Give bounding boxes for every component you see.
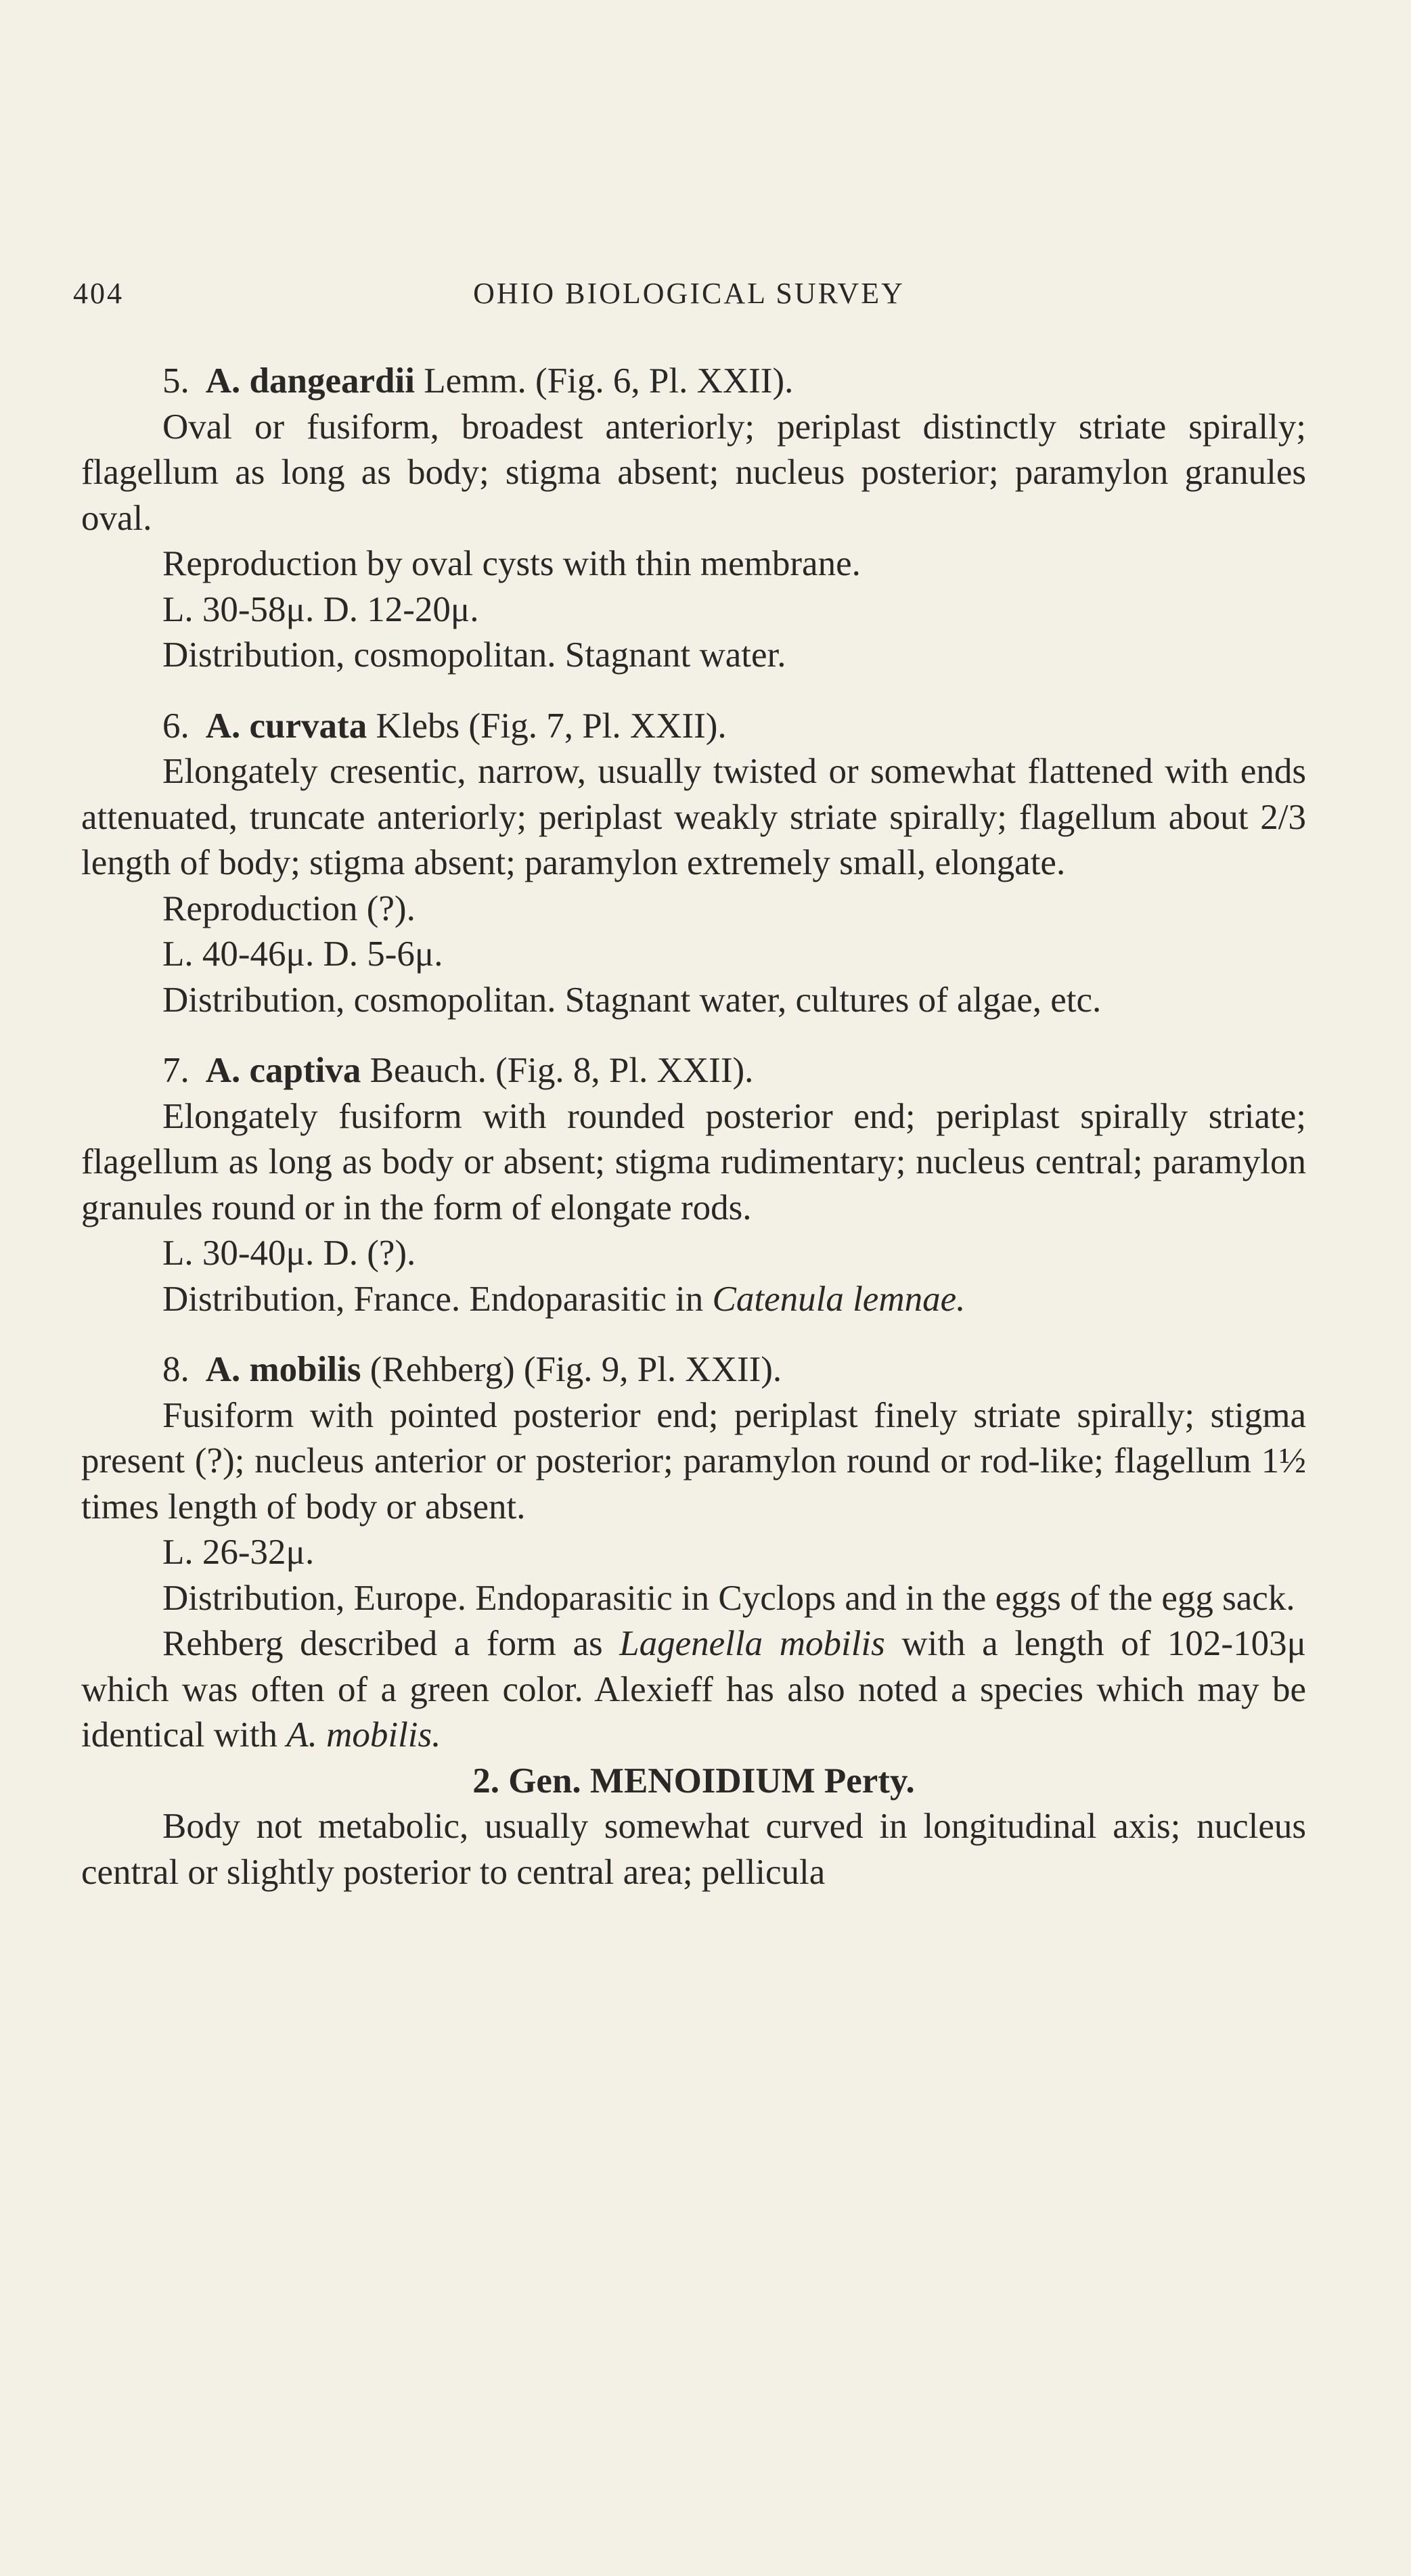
- host-species-name: Catenula lemnae.: [712, 1279, 966, 1319]
- species-number: 6.: [162, 706, 189, 746]
- species-note: [81, 1621, 1306, 1759]
- species-distribution: [81, 1277, 1306, 1323]
- genus-description: Body not metabolic, usually somewhat curved in longitudinal axis; nucleus central or slightly posterior to central area; pellicula: [81, 1807, 1306, 1892]
- species-number: 5.: [162, 361, 189, 401]
- species-dimensions: L. 30-58μ. D. 12-20μ.: [162, 589, 479, 629]
- distribution-text: Distribution, France. Endoparasitic in: [162, 1279, 713, 1319]
- species-heading: [81, 704, 1306, 750]
- species-number: 7.: [162, 1051, 189, 1090]
- species-description: Elongately fusiform with rounded posterior end; periplast spirally striate; flagellum as long as body or absent; stigma rudimentary; nucleus central; paramylon granules round or in the form of elongate rods.: [81, 1096, 1306, 1227]
- note-italic-name: A. mobilis.: [286, 1715, 441, 1755]
- species-name: A. mobilis: [205, 1350, 361, 1389]
- page-body: [81, 359, 1306, 1895]
- species-dimensions: L. 26-32μ.: [162, 1533, 315, 1572]
- species-description: Fusiform with pointed posterior end; periplast finely striate spirally; stigma present (?); nucleus anterior or posterior; paramylon round or rod-like; flagellum 1½ times length of body or absent.: [81, 1395, 1306, 1527]
- species-reproduction: Reproduction by oval cysts with thin membrane.: [162, 544, 861, 583]
- species-authority: Klebs (Fig. 7, Pl. XXII).: [376, 706, 727, 746]
- species-authority: Beauch. (Fig. 8, Pl. XXII).: [369, 1051, 754, 1090]
- species-name: A. dangeardii: [205, 361, 415, 401]
- species-name: A. captiva: [205, 1051, 361, 1090]
- note-italic-name: Lagenella mobilis: [619, 1624, 885, 1663]
- species-description: Elongately cresentic, narrow, usually twisted or somewhat flattened with ends attenuated, truncate anteriorly; periplast weakly striate spirally; flagellum about 2/3 length of body; stigma absent; paramylon extremely small, elongate.: [81, 752, 1306, 882]
- page-header: [73, 276, 1305, 323]
- species-number: 8.: [162, 1350, 189, 1389]
- species-authority: (Rehberg) (Fig. 9, Pl. XXII).: [369, 1350, 782, 1389]
- species-entry: [81, 359, 1306, 679]
- species-heading: [81, 1048, 1306, 1094]
- species-authority: Lemm. (Fig. 6, Pl. XXII).: [424, 361, 794, 401]
- species-heading: [81, 1347, 1306, 1393]
- note-text: with a length of 102-103μ which was often of a green color. Alexieff has also noted a species which may be identical with: [81, 1624, 1306, 1755]
- species-reproduction: Reproduction (?).: [162, 888, 416, 928]
- note-text: Rehberg described a form as: [162, 1624, 620, 1663]
- species-heading: [81, 359, 1306, 405]
- species-distribution: Distribution, cosmopolitan. Stagnant water, cultures of algae, etc.: [162, 980, 1102, 1020]
- species-description: Oval or fusiform, broadest anteriorly; periplast distinctly striate spirally; flagellum as long as body; stigma absent; nucleus posterior; paramylon granules oval.: [81, 407, 1306, 538]
- genus-heading: 2. Gen. MENOIDIUM Perty.: [472, 1761, 915, 1801]
- species-entry: [81, 704, 1306, 1024]
- species-dimensions: L. 40-46μ. D. 5-6μ.: [162, 934, 443, 974]
- running-title: OHIO BIOLOGICAL SURVEY: [473, 277, 905, 310]
- species-distribution: Distribution, cosmopolitan. Stagnant water.: [162, 635, 786, 675]
- species-name: A. curvata: [205, 706, 367, 746]
- species-dimensions: L. 30-40μ. D. (?).: [162, 1234, 416, 1273]
- species-entry: [81, 1048, 1306, 1322]
- page-number: 404: [73, 277, 124, 310]
- species-distribution: Distribution, Europe. Endoparasitic in Cyclops and in the eggs of the egg sack.: [162, 1578, 1295, 1618]
- species-entry: [81, 1347, 1306, 1759]
